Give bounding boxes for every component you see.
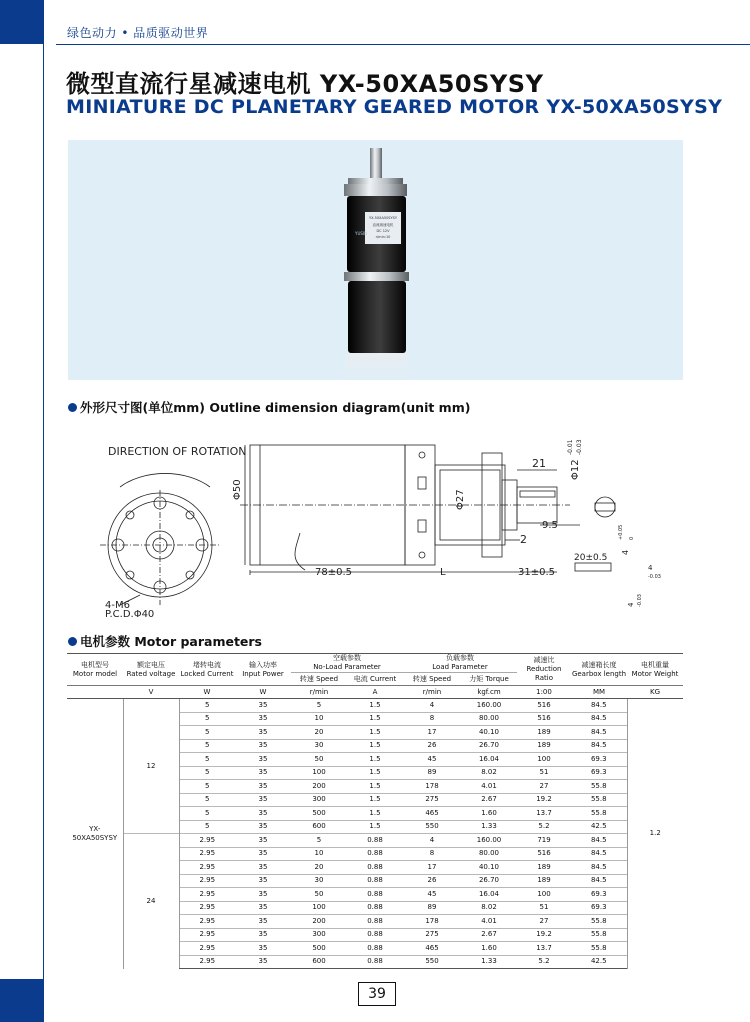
- page-number: 39: [358, 982, 396, 1006]
- header-load: 负载参数 Load Parameter: [403, 654, 517, 673]
- motor-body: [348, 281, 406, 353]
- header-gearbox: 减速箱长度 Gearbox length: [571, 654, 627, 686]
- table-cell: 2.95: [179, 847, 235, 861]
- table-cell: 300: [291, 928, 347, 942]
- weight-cell: 1.2: [627, 699, 683, 969]
- table-cell: 8: [403, 847, 461, 861]
- unit-cell: MM: [571, 686, 627, 699]
- table-cell: 4.01: [461, 780, 517, 794]
- table-cell: 0.88: [347, 901, 403, 915]
- left-margin: [0, 0, 44, 1022]
- table-cell: 35: [235, 753, 291, 767]
- table-cell: 35: [235, 726, 291, 740]
- left-bar-top-block: [0, 0, 44, 44]
- table-cell: 35: [235, 712, 291, 726]
- table-cell: 189: [517, 726, 571, 740]
- table-cell: 465: [403, 942, 461, 956]
- table-cell: 1.5: [347, 753, 403, 767]
- motor-parameters-table: [67, 653, 683, 969]
- table-cell: 35: [235, 847, 291, 861]
- table-cell: 27: [517, 915, 571, 929]
- voltage-cell: 24: [123, 834, 179, 969]
- params-heading-text: 电机参数 Motor parameters: [80, 634, 263, 649]
- table-cell: 17: [403, 861, 461, 875]
- table-cell: 100: [291, 766, 347, 780]
- unit-cell: [67, 686, 123, 699]
- table-cell: 26.70: [461, 874, 517, 888]
- shaft: [370, 148, 382, 180]
- table-cell: 42.5: [571, 955, 627, 969]
- table-cell: 55.8: [571, 942, 627, 956]
- table-cell: 5.2: [517, 955, 571, 969]
- table-cell: 178: [403, 780, 461, 794]
- product-photo: [68, 140, 683, 380]
- table-cell: 84.5: [571, 861, 627, 875]
- table-cell: 0.88: [347, 874, 403, 888]
- table-cell: 1.5: [347, 739, 403, 753]
- header-load-torque: 力矩 Torque: [461, 673, 517, 686]
- dim-4b-tol: -0.03: [648, 574, 661, 580]
- table-cell: 5: [179, 753, 235, 767]
- table-row: [67, 834, 683, 848]
- table-cell: 1.60: [461, 807, 517, 821]
- table-cell: 465: [403, 807, 461, 821]
- table-cell: 5.2: [517, 820, 571, 834]
- dim-4c-tol: -0.03: [637, 594, 643, 607]
- header-rule: [56, 44, 750, 45]
- table-cell: 35: [235, 807, 291, 821]
- table-cell: 516: [517, 847, 571, 861]
- table-cell: 1.5: [347, 780, 403, 794]
- d27-label: Φ27: [455, 489, 466, 510]
- table-cell: 0.88: [347, 928, 403, 942]
- dim-20: 20±0.5: [574, 553, 608, 563]
- d12-label: Φ12: [570, 459, 581, 480]
- table-cell: 5: [179, 712, 235, 726]
- table-cell: 35: [235, 955, 291, 969]
- table-cell: 1.5: [347, 793, 403, 807]
- table-cell: 160.00: [461, 834, 517, 848]
- table-cell: 4: [403, 834, 461, 848]
- dim-4-tol: +0.05: [618, 524, 624, 540]
- table-cell: 35: [235, 780, 291, 794]
- page-title-en: MINIATURE DC PLANETARY GEARED MOTOR YX-50XA50SYSY: [66, 96, 723, 118]
- dim-L: L: [440, 567, 446, 578]
- motor-illustration: [68, 140, 683, 380]
- table-cell: 5: [291, 699, 347, 713]
- table-cell: 200: [291, 915, 347, 929]
- table-cell: 84.5: [571, 834, 627, 848]
- table-cell: 300: [291, 793, 347, 807]
- outline-heading-text: 外形尺寸图(单位mm) Outline dimension diagram(unit mm): [80, 400, 471, 415]
- table-cell: 84.5: [571, 847, 627, 861]
- table-cell: 40.10: [461, 861, 517, 875]
- outline-section-heading: [68, 398, 470, 416]
- table-cell: 5: [179, 739, 235, 753]
- table-cell: 189: [517, 861, 571, 875]
- dim-4c: 4: [627, 602, 635, 607]
- table-cell: 0.88: [347, 942, 403, 956]
- table-cell: 69.3: [571, 888, 627, 902]
- table-cell: 84.5: [571, 726, 627, 740]
- bullet-icon: [68, 637, 77, 646]
- d12-tol-bot: -0.03: [576, 439, 583, 455]
- table-cell: 5: [179, 726, 235, 740]
- table-cell: 0.88: [347, 847, 403, 861]
- table-cell: 69.3: [571, 901, 627, 915]
- table-cell: 2.95: [179, 861, 235, 875]
- table-cell: 5: [291, 834, 347, 848]
- table-cell: 16.04: [461, 888, 517, 902]
- table-cell: 80.00: [461, 847, 517, 861]
- table-cell: 2.95: [179, 834, 235, 848]
- holes-label: 4-M6: [105, 600, 130, 611]
- header-voltage: 额定电压 Rated voltage: [123, 654, 179, 686]
- dim-9-5: 9.5: [542, 520, 558, 531]
- unit-cell: A: [347, 686, 403, 699]
- table-cell: 1.33: [461, 820, 517, 834]
- table-cell: 10: [291, 847, 347, 861]
- brand-logo: YUSIN: [355, 231, 368, 236]
- slogan: 绿色动力 • 品质驱动世界: [67, 26, 209, 40]
- table-cell: 69.3: [571, 766, 627, 780]
- table-cell: 100: [517, 753, 571, 767]
- table-cell: 55.8: [571, 807, 627, 821]
- table-cell: 55.8: [571, 780, 627, 794]
- table-cell: 35: [235, 793, 291, 807]
- table-cell: 100: [517, 888, 571, 902]
- unit-cell: 1:00: [517, 686, 571, 699]
- table-cell: 2.95: [179, 928, 235, 942]
- table-cell: 516: [517, 699, 571, 713]
- table-cell: 30: [291, 874, 347, 888]
- table-cell: 2.95: [179, 874, 235, 888]
- dim-21: 21: [532, 457, 546, 470]
- table-cell: 2.95: [179, 888, 235, 902]
- table-cell: 35: [235, 699, 291, 713]
- table-cell: 35: [235, 942, 291, 956]
- table-cell: 69.3: [571, 753, 627, 767]
- table-cell: 500: [291, 807, 347, 821]
- page-title-cn: 微型直流行星减速电机 YX-50XA50SYSY: [66, 70, 544, 98]
- table-cell: 26.70: [461, 739, 517, 753]
- table-cell: 50: [291, 888, 347, 902]
- table-cell: 1.5: [347, 712, 403, 726]
- header-noload-current: 电流 Current: [347, 673, 403, 686]
- direction-label: DIRECTION OF ROTATION: [108, 445, 247, 458]
- params-section-heading: [68, 632, 262, 650]
- table-cell: 1.60: [461, 942, 517, 956]
- table-cell: 1.5: [347, 820, 403, 834]
- table-cell: 160.00: [461, 699, 517, 713]
- table-cell: 40.10: [461, 726, 517, 740]
- table-cell: 55.8: [571, 928, 627, 942]
- table-cell: 26: [403, 739, 461, 753]
- table-cell: 26: [403, 874, 461, 888]
- table-cell: 89: [403, 901, 461, 915]
- table-cell: 84.5: [571, 739, 627, 753]
- table-cell: 19.2: [517, 928, 571, 942]
- table-cell: 35: [235, 766, 291, 780]
- table-cell: 17: [403, 726, 461, 740]
- table-cell: 5: [179, 820, 235, 834]
- table-cell: 275: [403, 793, 461, 807]
- table-cell: 30: [291, 739, 347, 753]
- units-row: [67, 686, 683, 699]
- table-cell: 189: [517, 874, 571, 888]
- table-cell: 35: [235, 928, 291, 942]
- dim-4: 4: [621, 549, 630, 555]
- table-cell: 550: [403, 955, 461, 969]
- table-cell: 2.95: [179, 901, 235, 915]
- unit-cell: V: [123, 686, 179, 699]
- table-cell: 16.04: [461, 753, 517, 767]
- header-no-load: 空载参数 No-Load Parameter: [291, 654, 403, 673]
- table-cell: 1.5: [347, 726, 403, 740]
- table-cell: 1.33: [461, 955, 517, 969]
- table-cell: 8.02: [461, 901, 517, 915]
- table-cell: 2.67: [461, 928, 517, 942]
- table-cell: 8.02: [461, 766, 517, 780]
- dim-78: 78±0.5: [315, 567, 353, 578]
- table-cell: 84.5: [571, 699, 627, 713]
- table-cell: 275: [403, 928, 461, 942]
- table-cell: 35: [235, 874, 291, 888]
- label-model: YX-50XA50SYSY: [368, 216, 398, 220]
- table-cell: 719: [517, 834, 571, 848]
- table-cell: 84.5: [571, 712, 627, 726]
- header-noload-speed: 转速 Speed: [291, 673, 347, 686]
- table-cell: 5: [179, 780, 235, 794]
- table-cell: 20: [291, 861, 347, 875]
- table-cell: 500: [291, 942, 347, 956]
- table-cell: 4.01: [461, 915, 517, 929]
- d12-tol-top: -0.01: [567, 439, 574, 455]
- table-cell: 2.67: [461, 793, 517, 807]
- table-cell: 10: [291, 712, 347, 726]
- table-cell: 35: [235, 739, 291, 753]
- d50-label: Φ50: [232, 479, 243, 500]
- table-cell: 2.95: [179, 942, 235, 956]
- model-cell: YX-50XA50SYSY: [67, 699, 123, 969]
- table-cell: 4: [403, 699, 461, 713]
- table-cell: 0.88: [347, 834, 403, 848]
- label-voltage: DC 12V: [376, 229, 390, 233]
- outline-diagram: [100, 425, 670, 620]
- table-cell: 89: [403, 766, 461, 780]
- table-cell: 19.2: [517, 793, 571, 807]
- left-bar-bottom-block: [0, 979, 44, 1022]
- table-cell: 80.00: [461, 712, 517, 726]
- table-cell: 5: [179, 766, 235, 780]
- bullet-icon: [68, 403, 77, 412]
- table-cell: 2.95: [179, 955, 235, 969]
- unit-cell: kgf.cm: [461, 686, 517, 699]
- table-cell: 27: [517, 780, 571, 794]
- table-cell: 5: [179, 807, 235, 821]
- voltage-cell: 12: [123, 699, 179, 834]
- unit-cell: r/min: [403, 686, 461, 699]
- table-cell: 35: [235, 834, 291, 848]
- header-input-power: 输入功率 Input Power: [235, 654, 291, 686]
- table-cell: 1.5: [347, 807, 403, 821]
- unit-cell: W: [235, 686, 291, 699]
- unit-cell: r/min: [291, 686, 347, 699]
- unit-cell: W: [179, 686, 235, 699]
- table-cell: 2.95: [179, 915, 235, 929]
- header-locked-current: 堵转电流 Locked Current: [179, 654, 235, 686]
- table-cell: 550: [403, 820, 461, 834]
- table-cell: 200: [291, 780, 347, 794]
- unit-cell: KG: [627, 686, 683, 699]
- table-cell: 35: [235, 901, 291, 915]
- dim-2: 2: [520, 533, 527, 546]
- table-cell: 45: [403, 888, 461, 902]
- table-cell: 100: [291, 901, 347, 915]
- table-cell: 35: [235, 820, 291, 834]
- table-cell: 600: [291, 955, 347, 969]
- table-cell: 0.88: [347, 888, 403, 902]
- table-cell: 178: [403, 915, 461, 929]
- header-load-speed: 转速 Speed: [403, 673, 461, 686]
- table-cell: 0.88: [347, 915, 403, 929]
- table-cell: 35: [235, 861, 291, 875]
- table-cell: 35: [235, 888, 291, 902]
- dim-4-tol2: 0: [629, 536, 635, 540]
- table-cell: 45: [403, 753, 461, 767]
- table-cell: 42.5: [571, 820, 627, 834]
- table-cell: 1.5: [347, 766, 403, 780]
- table-cell: 1.5: [347, 699, 403, 713]
- label-speed: r/min:10: [375, 235, 391, 239]
- table-cell: 13.7: [517, 807, 571, 821]
- pcd-label: P.C.D.Φ40: [105, 609, 155, 620]
- table-cell: 51: [517, 766, 571, 780]
- table-cell: 5: [179, 699, 235, 713]
- dim-31: 31±0.5: [518, 567, 556, 578]
- table-cell: 50: [291, 753, 347, 767]
- table-cell: 55.8: [571, 793, 627, 807]
- table-cell: 51: [517, 901, 571, 915]
- table-cell: 20: [291, 726, 347, 740]
- table-cell: 84.5: [571, 874, 627, 888]
- label-type: 直流减速电机: [372, 223, 394, 227]
- table-cell: 35: [235, 915, 291, 929]
- table-cell: 55.8: [571, 915, 627, 929]
- table-cell: 189: [517, 739, 571, 753]
- table-row: [67, 699, 683, 713]
- table-cell: 0.88: [347, 861, 403, 875]
- dim-4b: 4: [648, 564, 653, 572]
- table-cell: 8: [403, 712, 461, 726]
- table-cell: 0.88: [347, 955, 403, 969]
- header-weight: 电机重量 Motor Weight: [627, 654, 683, 686]
- table-cell: 13.7: [517, 942, 571, 956]
- header-model: 电机型号 Motor model: [67, 654, 123, 686]
- header-ratio: 减速比 Reduction Ratio: [517, 654, 571, 686]
- left-bar-line: [43, 44, 44, 979]
- table-cell: 600: [291, 820, 347, 834]
- table-cell: 5: [179, 793, 235, 807]
- table-cell: 516: [517, 712, 571, 726]
